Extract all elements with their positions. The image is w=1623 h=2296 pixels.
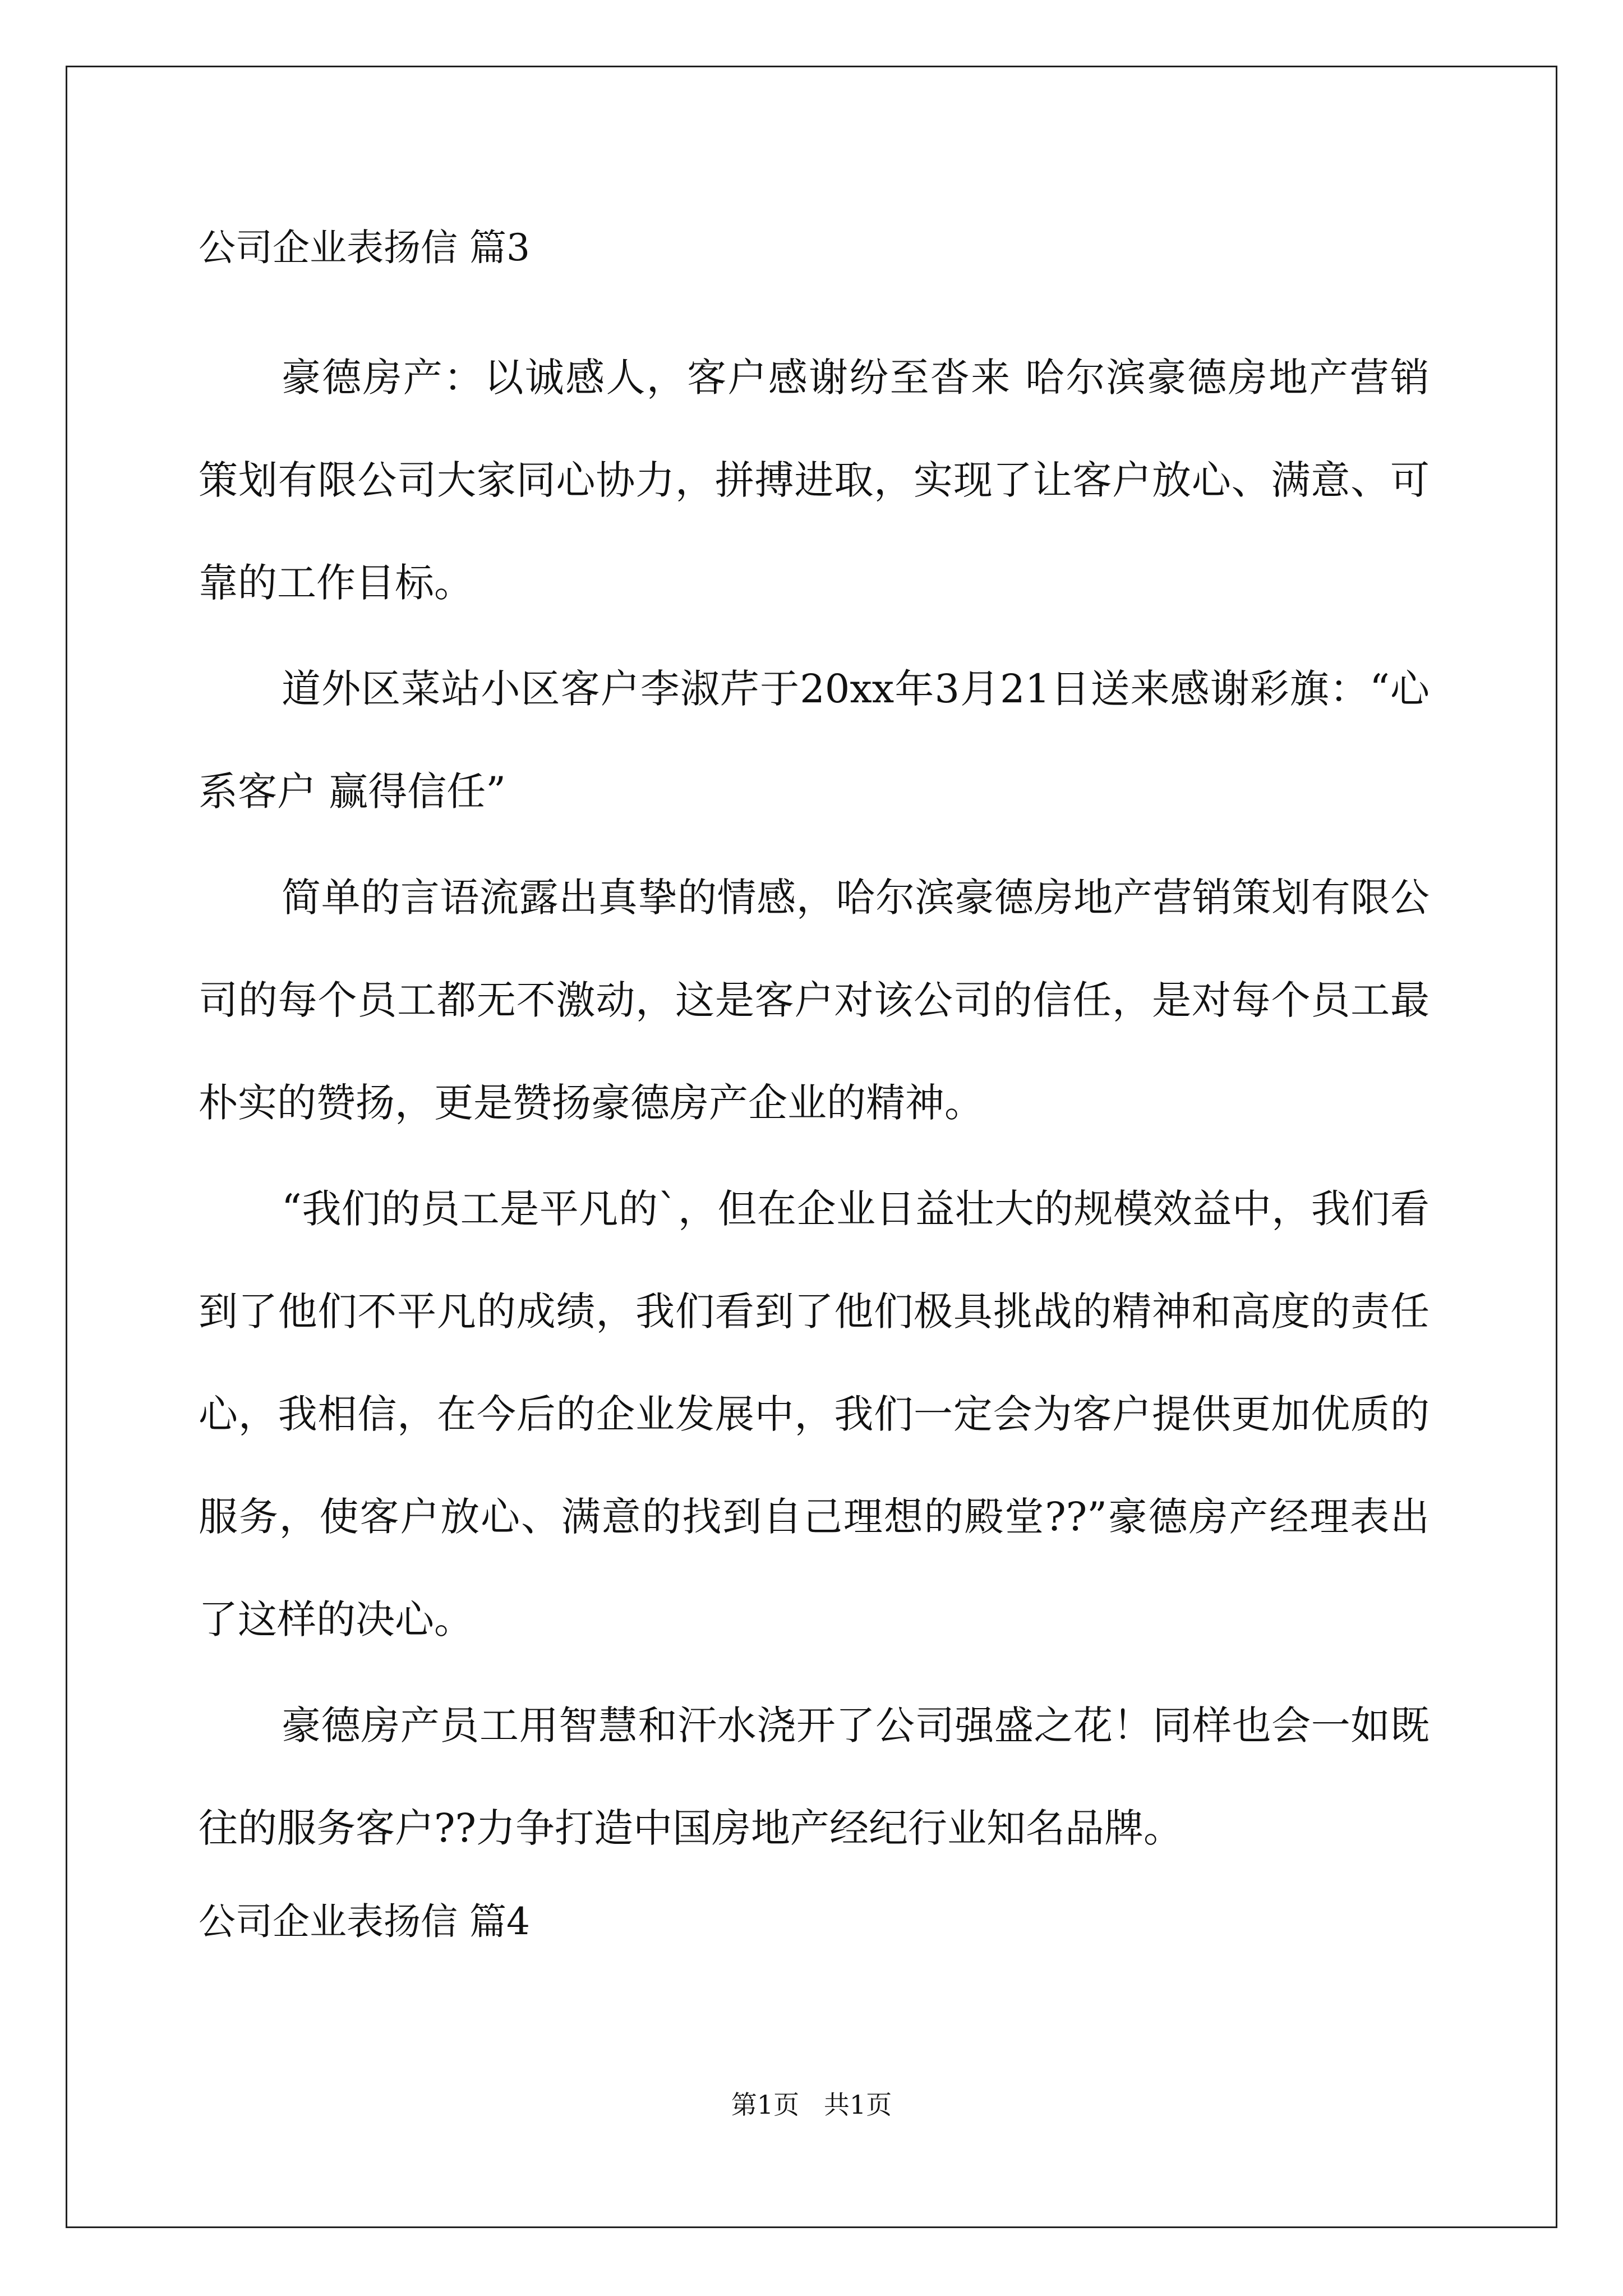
section-heading-4: 公司企业表扬信 篇4 (199, 1900, 530, 1943)
document-body (199, 222, 1430, 1948)
paragraph-quote: “我们的员工是平凡的`，但在企业日益壮大的规模效益中，我们看到了他们不平凡的成绩，我们看到了他们极具挑战的精神和高度的责任心，我相信，在今后的企业发展中，我们一定会为客户提供更加优质的服务，使客户放心、满意的找到自己理想的殿堂??”豪德房产经理表出了这样的决心。 (199, 1186, 1430, 1642)
paragraph-intro: 豪德房产：以诚感人，客户感谢纷至沓来 哈尔滨豪德房地产营销策划有限公司大家同心协力，拼搏进取，实现了让客户放心、满意、可靠的工作目标。 (199, 355, 1430, 606)
page-footer: 第1页 共1页 (731, 2090, 892, 2120)
paragraph-banner: 道外区菜站小区客户李淑芹于20xx年3月21日送来感谢彩旗：“心系客户 赢得信任” (199, 666, 1430, 815)
paragraph-closing: 豪德房产员工用智慧和汗水浇开了公司强盛之花！同样也会一如既往的服务客户??力争打造中国房地产经纪行业知名品牌。 (199, 1703, 1430, 1851)
paragraph-emotion: 简单的言语流露出真挚的情感，哈尔滨豪德房地产营销策划有限公司的每个员工都无不激动，这是客户对该公司的信任，是对每个员工最朴实的赞扬，更是赞扬豪德房产企业的精神。 (199, 875, 1430, 1126)
section-heading-3: 公司企业表扬信 篇3 (199, 226, 530, 269)
